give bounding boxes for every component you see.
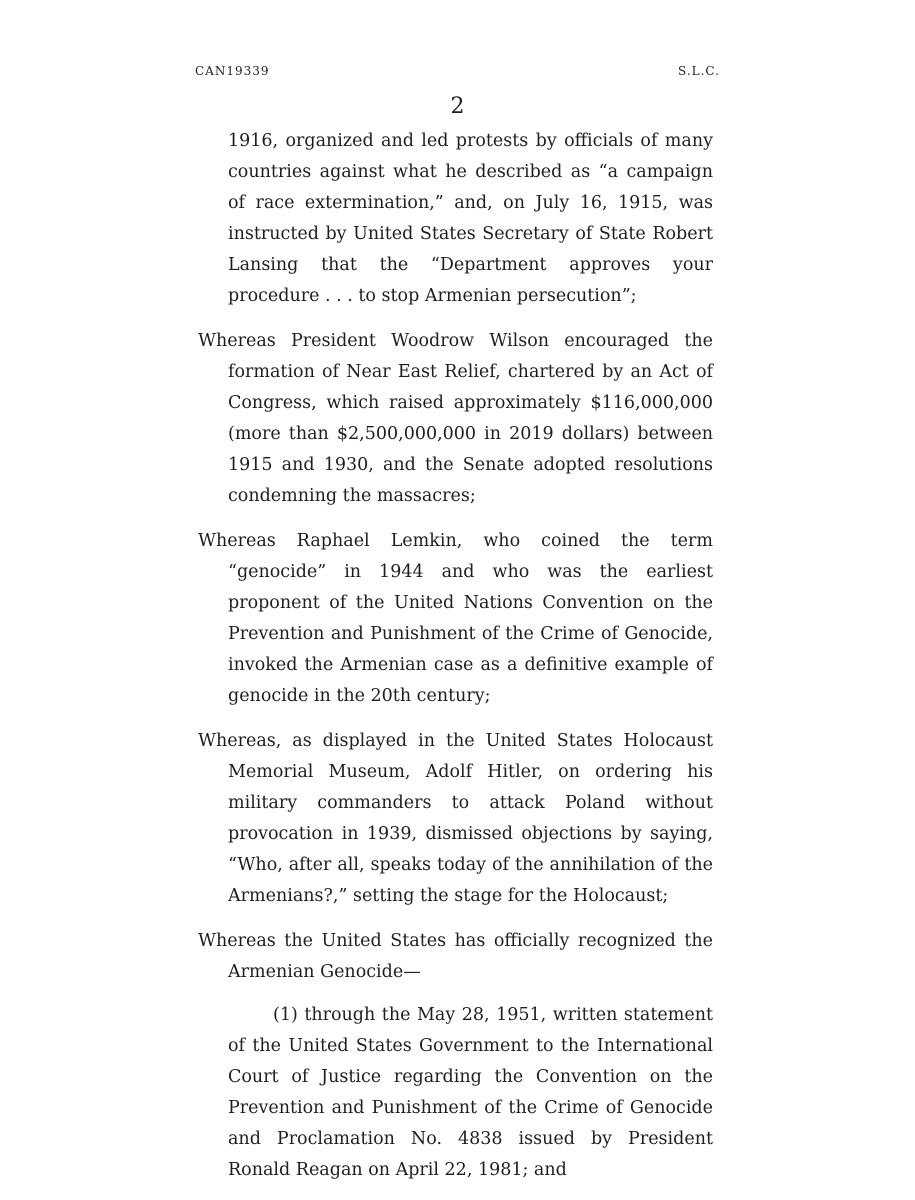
list-item-1: (1) through the May 28, 1951, written statement of the United States Government to the International Court of Justice regarding the Convention on the Prevention and Punishment of the Crime of Genocide and Proclamation No. 4838 issued by President Ronald Reagan on April 22, 1981; and [228,1005,713,1180]
office-code: S.L.C. [678,64,720,78]
whereas-clause-recognition: Whereas the United States has officially recognized the Armenian Genocide— [198,931,713,982]
page-number: 2 [450,94,465,119]
whereas-clause-lemkin: Whereas Raphael Lemkin, who coined the term “genocide” in 1944 and who was the earliest proponent of the United Nations Convention on the Prevention and Punishment of the Crime of Genocide, invoked the Armenian case as a definitive example of genocide in the 20th century; [198,531,713,706]
document-id: CAN19339 [195,64,270,78]
whereas-clause-wilson: Whereas President Woodrow Wilson encouraged the formation of Near East Relief, chartered by an Act of Congress, which raised approximately $116,000,000 (more than $2,500,000,000 in 2019 dollars) between 1915 and 1930, and the Senate adopted resolutions condemning the massacres; [198,331,713,506]
document-body [198,126,713,1186]
continued-paragraph: 1916, organized and led protests by officials of many countries against what he described as “a campaign of race extermination,” and, on July 16, 1915, was instructed by United States Secretary of State Robert Lansing that the “Department approves your procedure . . . to stop Armenian persecution”; [228,131,713,306]
whereas-clause-hitler: Whereas, as displayed in the United States Holocaust Memorial Museum, Adolf Hitler, on ordering his military commanders to attack Poland without provocation in 1939, dismissed objections by saying, “Who, after all, speaks today of the annihilation of the Armenians?,” setting the stage for the Holocaust; [198,731,713,906]
